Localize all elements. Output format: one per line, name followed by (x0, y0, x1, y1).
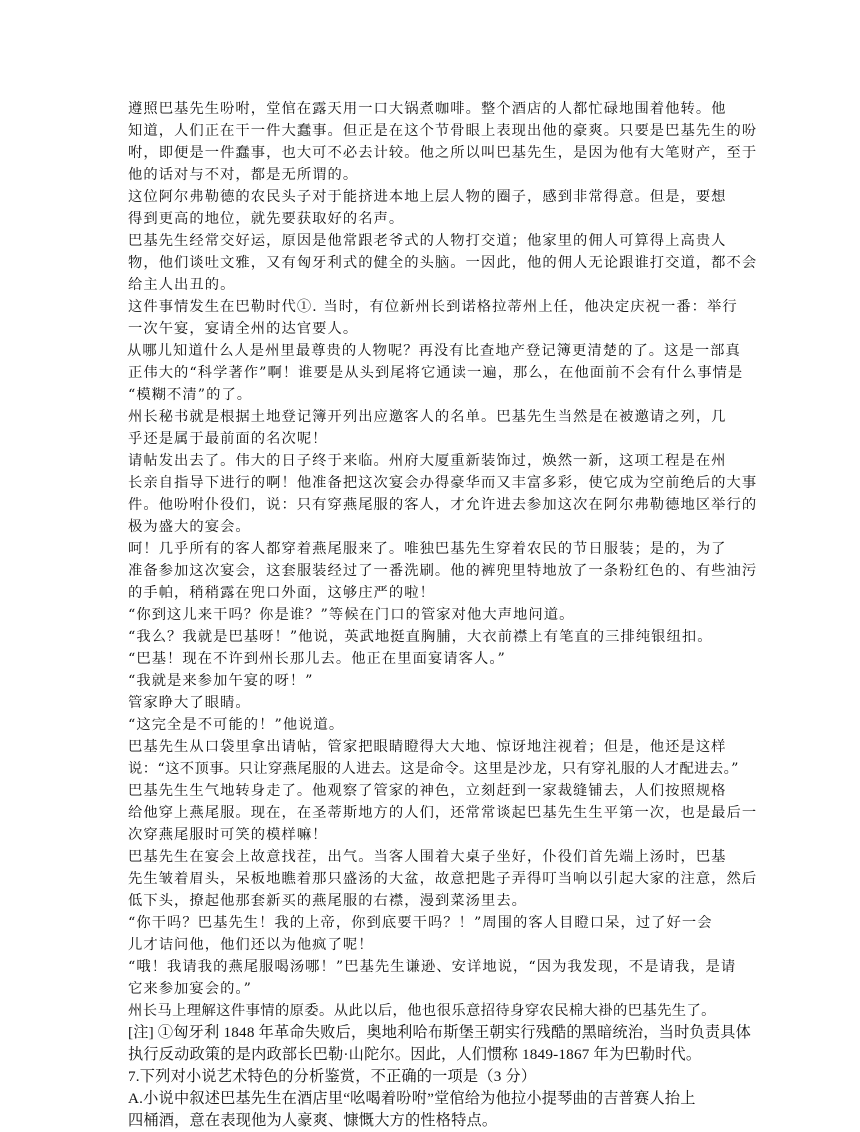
story-line: “这完全是不可能的！”他说道。 (128, 717, 345, 733)
story-line: 得到更高的地位，就先要获取好的名声。 (128, 211, 405, 227)
story-line: “巴基！现在不许到州长那儿去。他正在里面宴请客人。” (128, 651, 506, 667)
story-line: 正伟大的“科学著作”啊！谁要是从头到尾将它通读一遍，那么，在他面前不会有什么事情是 (128, 365, 744, 381)
story-line: 儿才诘问他，他们还以为他疯了呢！ (128, 937, 374, 953)
story-line: 先生皱着眉头，呆板地瞧着那只盛汤的大盆，故意把匙子弄得叮当响以引起大家的注意，然后 (128, 871, 758, 887)
story-line: 长亲自指导下进行的啊！他准备把这次宴会办得豪华而又丰富多彩，使它成为空前绝后的大事 (128, 475, 758, 491)
story-line: “我就是来参加午宴的呀！” (128, 673, 314, 689)
footnote-line-1: [注] ①匈牙利 1848 年革命失败后，奥地利哈布斯堡王朝实行残酷的黑暗统治，当时负责具体 (128, 1024, 752, 1041)
story-line: 咐，即便是一件蠢事，也大可不必去计较。他之所以叫巴基先生，是因为他有大笔财产，至于 (128, 145, 758, 161)
story-line: 给他穿上燕尾服。现在，在圣蒂斯地方的人们，还常常谈起巴基先生生平第一次，也是最后一 (128, 805, 758, 821)
story-line: 巴基先生生气地转身走了。他观察了管家的神色，立刻赶到一家裁缝铺去，人们按照规格 (128, 783, 727, 799)
story-line: 遵照巴基先生吩咐，堂倌在露天用一口大锅煮咖啡。整个酒店的人都忙碌地围着他转。他 (128, 101, 727, 117)
story-line: 说：“这不顶事。只让穿燕尾服的人进去。这是命令。这里是沙龙，只有穿礼服的人才配进去。” (128, 761, 739, 777)
story-line: “你到这儿来干吗？你是谁？”等候在门口的管家对他大声地问道。 (128, 607, 575, 623)
story-line: 巴基先生从口袋里拿出请帖，管家把眼睛瞪得大大地、惊讶地注视着；但是，他还是这样 (128, 739, 727, 755)
story-line: “哦！我请我的燕尾服喝汤哪！”巴基先生谦逊、安详地说，“因为我发现，不是请我，是请 (128, 959, 737, 975)
question-option-a-line-1: A.小说中叙述巴基先生在酒店里“吆喝着吩咐”堂倌给为他拉小提琴曲的吉普赛人抬上 (128, 1090, 696, 1107)
story-line: 管家睁大了眼睛。 (128, 695, 251, 711)
story-line: 准备参加这次宴会，这套服装经过了一番洗刷。他的裤兜里特地放了一条粉红色的、有些油污 (128, 563, 758, 579)
story-line: 请帖发出去了。伟大的日子终于来临。州府大厦重新装饰过，焕然一新，这项工程是在州 (128, 453, 727, 469)
story-line: 这件事情发生在巴勒时代①. 当时，有位新州长到诺格拉蒂州上任，他决定庆祝一番：举行 (128, 299, 738, 315)
story-line: 件。他吩咐仆役们，说：只有穿燕尾服的客人，才允许进去参加这次在阿尔弗勒德地区举行的 (128, 497, 758, 513)
story-line: 它来参加宴会的。” (128, 981, 252, 997)
story-line: 低下头，撩起他那套新买的燕尾服的右襟，漫到菜汤里去。 (128, 893, 528, 909)
story-line: 的手帕，稍稍露在兜口外面，这够庄严的啦！ (128, 585, 435, 601)
footnote-line-2: 执行反动政策的是内政部长巴勒·山陀尔。因此，人们惯称 1849-1867 年为巴勒时代。 (128, 1046, 702, 1063)
story-line: 物，他们谈吐文雅，又有匈牙利式的健全的头脑。一因此，他的佣人无论跟谁打交道，都不会 (128, 255, 758, 271)
story-line: 州长马上理解这件事情的原委。从此以后，他也很乐意招待身穿农民棉大褂的巴基先生了。 (128, 1003, 716, 1019)
story-line: 这位阿尔弗勒德的农民头子对于能挤进本地上层人物的圈子，感到非常得意。但是，要想 (128, 189, 727, 205)
story-line: 巴基先生经常交好运，原因是他常跟老爷式的人物打交道；他家里的佣人可算得上高贵人 (128, 233, 727, 249)
story-line: 次穿燕尾服时可笑的模样嘛！ (128, 827, 328, 843)
story-line: 一次午宴，宴请全州的达官要人。 (128, 321, 359, 337)
story-line: 州长秘书就是根据土地登记簿开列出应邀客人的名单。巴基先生当然是在被邀请之列，几 (128, 409, 727, 425)
story-line: “你干吗？巴基先生！我的上帝，你到底要干吗？！”周围的客人目瞪口呆，过了好一会 (128, 915, 713, 931)
story-line: “我么？我就是巴基呀！”他说，英武地挺直胸脯，大衣前襟上有笔直的三排纯银纽扣。 (128, 629, 713, 645)
story-line: 从哪儿知道什么人是州里最尊贵的人物呢？再没有比查地产登记簿更清楚的了。这是一部真 (127, 343, 741, 359)
story-line: 巴基先生在宴会上故意找茬，出气。当客人围着大桌子坐好，仆役们首先端上汤时，巴基 (128, 849, 727, 865)
story-line: 乎还是属于最前面的名次呢！ (128, 431, 328, 447)
question-option-a-line-2: 四桶酒，意在表现他为人豪爽、慷慨大方的性格特点。 (128, 1112, 498, 1129)
story-line: 给主人出丑的。 (128, 277, 236, 293)
story-line: 极为盛大的宴会。 (128, 519, 251, 535)
story-line: “模糊不清”的了。 (128, 387, 253, 403)
question-stem: 7.下列对小说艺术特色的分析鉴赏，不正确的一项是（3 分） (128, 1068, 537, 1085)
story-line: 呵！几乎所有的客人都穿着燕尾服来了。唯独巴基先生穿着农民的节日服装；是的，为了 (128, 541, 727, 557)
story-line: 他的话对与不对，都是无所谓的。 (128, 167, 359, 183)
story-line: 知道，人们正在干一件大蠢事。但正是在这个节骨眼上表现出他的豪爽。只要是巴基先生的吩 (128, 123, 758, 139)
